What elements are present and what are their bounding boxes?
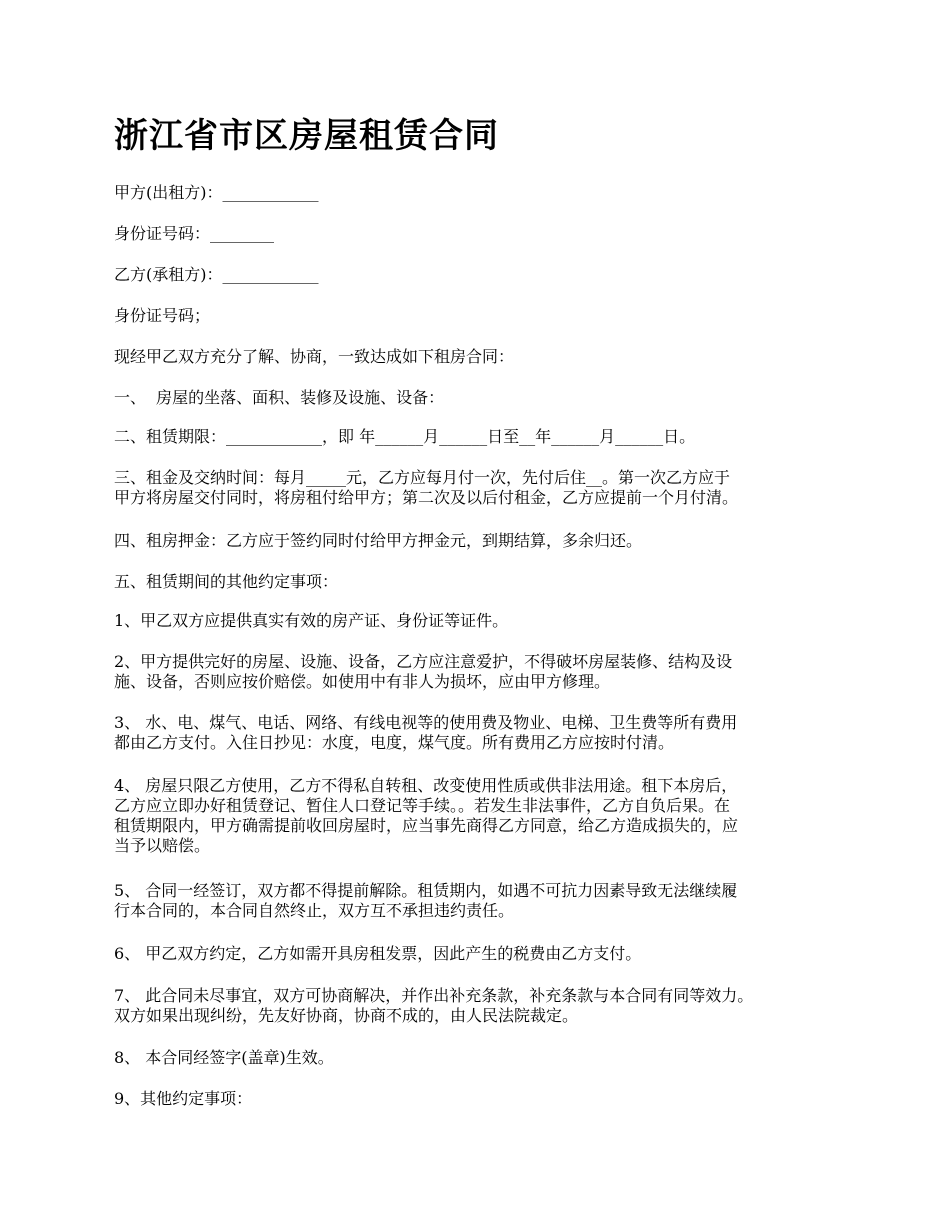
item-1-paragraph: 1、甲乙双方应提供真实有效的房产证、身份证等证件。 <box>114 611 509 630</box>
party-b-id-line: 身份证号码； <box>114 306 211 325</box>
document-title: 浙江省市区房屋租赁合同 <box>114 116 499 156</box>
item-3-paragraph: 3、 水、电、煤气、电话、网络、有线电视等的使用费及物业、电梯、卫生费等所有费用 都由乙方支付。入住日抄见：水度，电度，煤气度。所有费用乙方应按时付清。 <box>114 713 738 752</box>
clause-1-heading: 一、 房屋的坐落、面积、装修及设施、设备： <box>114 388 445 407</box>
clause-4-deposit: 四、租房押金：乙方应于签约同时付给甲方押金元，到期结算，多余归还。 <box>114 531 643 550</box>
clause-5-heading: 五、租赁期间的其他约定事项： <box>114 572 339 591</box>
item-6-paragraph: 6、 甲乙双方约定，乙方如需开具房租发票，因此产生的税费由乙方支付。 <box>114 944 642 963</box>
party-a-id-line: 身份证号码：________ <box>114 224 275 243</box>
party-a-line: 甲方(出租方)：____________ <box>114 183 319 202</box>
item-7-paragraph: 7、 此合同未尽事宜，双方可协商解决，并作出补充条款，补充条款与本合同有同等效力。 双方如果出现纠纷，先友好协商，协商不成的，由人民法院裁定。 <box>114 986 754 1025</box>
item-5-paragraph: 5、 合同一经签订，双方都不得提前解除。租赁期内，如遇不可抗力因素导致无法继续履 行本合同的，本合同自然终止，双方互不承担违约责任。 <box>114 881 738 920</box>
item-4-paragraph: 4、 房屋只限乙方使用，乙方不得私自转租、改变使用性质或供非法用途。租下本房后， 乙方应立即办好租赁登记、暂住人口登记等手续。。若发生非法事件，乙方自负后果。在 租赁期限内，甲方确需提前收回房屋时，应当事先商得乙方同意，给乙方造成损失的，应 当予以赔偿。 <box>114 776 739 855</box>
item-2-paragraph: 2、甲方提供完好的房屋、设施、设备，乙方应注意爱护，不得破坏房屋装修、结构及设 施、设备，否则应按价赔偿。如使用中有非人为损坏，应由甲方修理。 <box>114 652 733 691</box>
party-b-line: 乙方(承租方)：____________ <box>114 265 319 284</box>
item-8-paragraph: 8、 本合同经签字(盖章)生效。 <box>114 1048 334 1067</box>
clause-3-rent-payment: 三、租金及交纳时间：每月_____元，乙方应每月付一次，先付后住__。第一次乙方应于 甲方将房屋交付同时，将房租付给甲方；第二次及以后付租金，乙方应提前一个月付清。 <box>114 468 739 507</box>
preamble-paragraph: 现经甲乙双方充分了解、协商，一致达成如下租房合同： <box>114 347 515 366</box>
item-9-paragraph: 9、其他约定事项： <box>114 1089 253 1108</box>
clause-2-lease-term: 二、租赁期限：____________，即 年______月______日至__年______月______日。 <box>114 427 696 446</box>
